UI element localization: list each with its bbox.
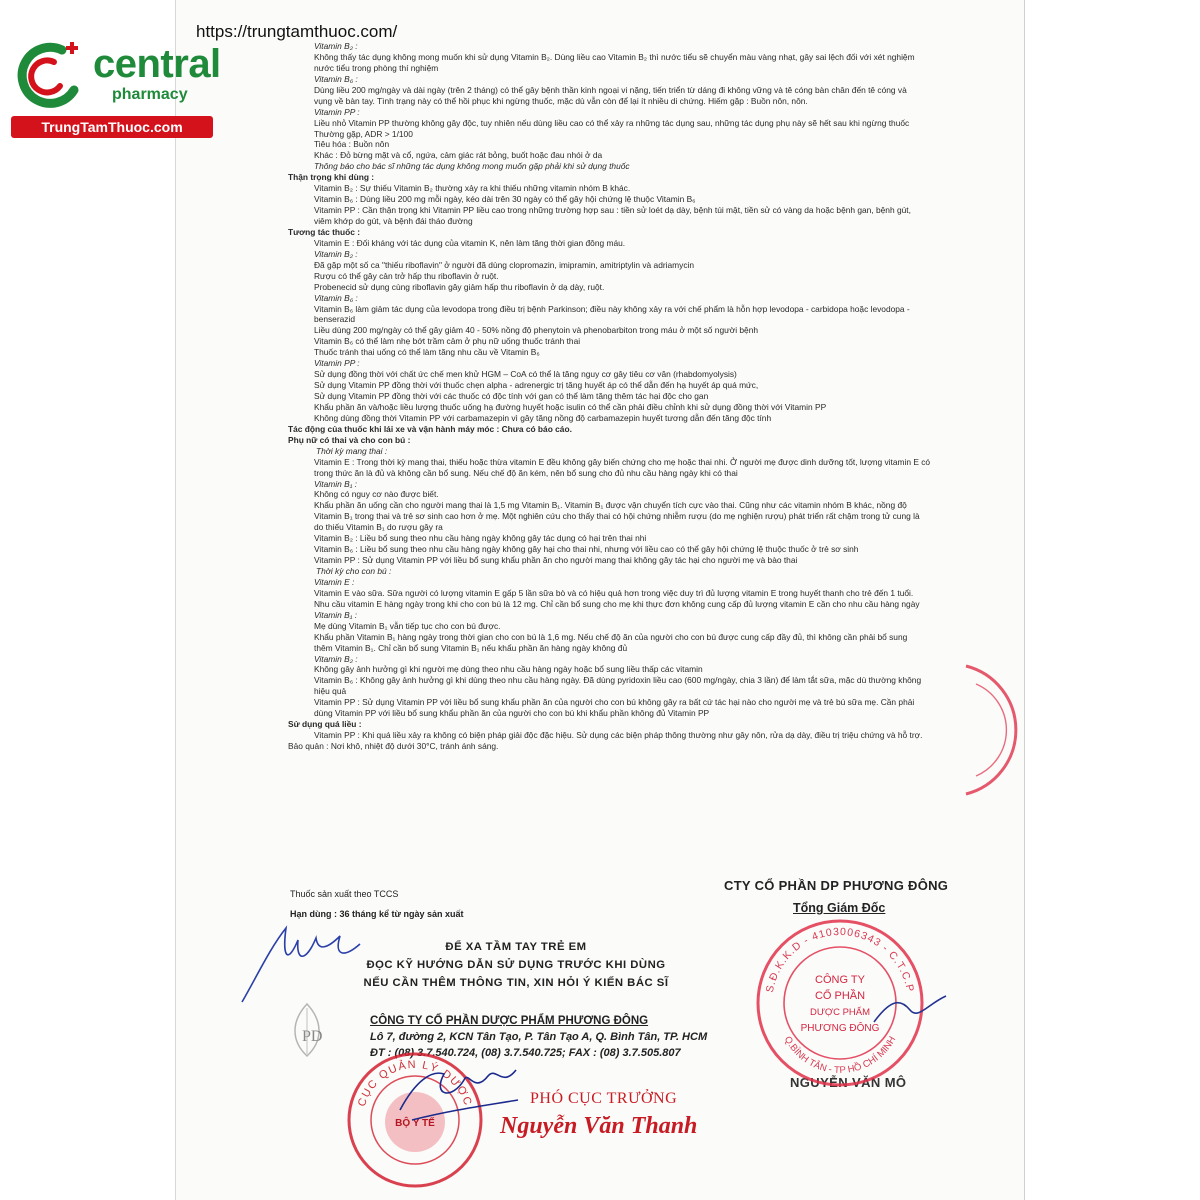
doc-line: Tiêu hóa : Buồn nôn — [314, 139, 390, 150]
company-bottom-name: CÔNG TY CỔ PHẦN DƯỢC PHẨM PHƯƠNG ĐÔNG — [370, 1015, 649, 1027]
doc-line: viêm khớp do gút, và bệnh đái tháo đường — [314, 216, 473, 226]
stamp-left-ring-text: CỤC QUẢN LÝ DƯỢC — [355, 1058, 475, 1109]
doc-line: Vitamin B₆ : — [314, 73, 358, 84]
doc-line: vụng về bàn tay. Tình trạng này có thể hồi phục khi ngừng thuốc, mặc dù vẫn còn để lại ít nhiều di chứng. Hiếm gặp : Buồn nôn, nôn. — [314, 95, 808, 106]
doc-line: Sử dụng Vitamin PP đồng thời với các thuốc có độc tính với gan có thể làm tăng thêm tác hại độc cho gan — [314, 391, 709, 401]
director-title: Tổng Giám Đốc — [793, 901, 886, 915]
doc-line: Vitamin B₆ : Không gây ảnh hưởng gì khi dùng theo nhu cầu hàng ngày. Đã dùng pyridoxin liều cao (600 mg/ngày, chia 3 lần) để làm tắt sữa, mặc dù thường không — [314, 675, 922, 686]
doc-line: Vitamin PP : Khi quá liều xảy ra không có biện pháp giải độc đặc hiệu. Sử dụng các biện pháp thông thường như gây nôn, rửa dạ dày, điều trị triệu chứng và hỗ trợ. — [314, 730, 923, 741]
doc-line: Vitamin B₂ : Sự thiếu Vitamin B₂ thường xảy ra khi thiếu những vitamin nhóm B khác. — [314, 183, 631, 194]
doc-line: Phụ nữ có thai và cho con bú : — [288, 434, 411, 445]
doc-line: Dùng liều 200 mg/ngày và dài ngày (trên 2 tháng) có thể gây bệnh thần kinh ngoại vi nặng, tiến triển từ dáng đi không vững và tê cóng bàn chân đến tê cóng và — [314, 84, 907, 95]
doc-line: Vitamin PP : — [314, 106, 360, 117]
source-url[interactable]: https://trungtamthuoc.com/ — [196, 22, 398, 41]
edge-stamp-mark — [946, 660, 1036, 800]
doc-line: Khác : Đỏ bừng mặt và cổ, ngứa, cảm giác rát bỏng, buốt hoặc đau nhói ở da — [314, 150, 603, 161]
doc-line: Sử dụng quá liều : — [288, 719, 362, 730]
doc-line: Liều nhỏ Vitamin PP thường không gây độc, tuy nhiên nếu dùng liều cao có thể xảy ra những tác dụng sau, những tác dụng phụ này sẽ hết sau khi ngừng thuốc — [314, 117, 910, 128]
doc-line: Vitamin B₆ làm giảm tác dụng của levodopa trong điều trị bệnh Parkinson; điều này không xảy ra với chế phẩm là hỗn hợp levodopa - carbidopa hoặc levodopa - — [314, 303, 910, 314]
doc-line: Mẹ dùng Vitamin B₁ vẫn tiếp tục cho con bú được. — [314, 620, 501, 631]
doc-line: Liều dùng 200 mg/ngày có thể gây giảm 40 - 50% nồng độ phenytoin và phenobarbiton trong máu ở một số người bệnh — [314, 325, 759, 336]
doc-line: Vitamin B₂ : Liều bổ sung theo nhu cầu hàng ngày không gây tác dụng có hại trên thai nhi — [314, 533, 647, 544]
doc-line: Vitamin E : — [314, 576, 355, 587]
stamp-right-ring-text: S.Đ.K.K.D - 4103006343 - C.T.C.P — [763, 925, 917, 994]
doc-line: Không thấy tác dụng không mong muốn khi sử dụng Vitamin B₂. Dùng liều cao Vitamin B₂ thì nước tiểu sẽ chuyển màu vàng nhạt, gây sai lệch đối với xét nghiệm — [314, 51, 915, 62]
doc-line: Vitamin B₁ trong thai và trẻ sơ sinh cao hơn ở mẹ. Một nghiên cứu cho thấy thai có hội chứng nhiễm rượu (do mẹ nghiện rượu) phát triển rất chậm trong tử cung là — [314, 511, 920, 522]
doc-line: Sử dụng Vitamin PP đồng thời với thuốc chẹn alpha - adrenergic trị tăng huyết áp có thể dẫn đến hạ huyết áp quá mức, — [314, 380, 759, 391]
logo-brand: central — [93, 42, 221, 86]
cross-logo-icon — [8, 38, 88, 118]
doc-line: Khẩu phần ăn và/hoặc liều lượng thuốc uống hạ đường huyết hoặc isulin có thể cần phải điều chỉnh khi sử dụng đồng thời với Vitamin PP — [314, 401, 827, 412]
doc-line: Vitamin B₂ : — [314, 248, 358, 259]
doc-line: hiệu quả — [314, 686, 347, 697]
doc-line: Tác động của thuốc khi lái xe và vận hành máy móc : Chưa có báo cáo. — [288, 423, 572, 434]
doc-line: Vitamin B₆ : — [314, 292, 358, 303]
doc-line: Đã gặp một số ca "thiếu riboflavin" ở người đã dùng clopromazin, imipramin, amitriptylin và adriamycin — [314, 259, 695, 270]
doc-line: Vitamin B₁ : — [314, 478, 357, 489]
doc-line: Tương tác thuốc : — [288, 226, 361, 237]
doc-line: dùng Vitamin PP với liều bổ sung khẩu phần ăn của người cho con bú khi khẩu phần không đủ Vitamin PP — [314, 708, 710, 719]
expiry-note: Hạn dùng : 36 tháng kể từ ngày sản xuất — [290, 909, 464, 919]
document-body — [288, 41, 996, 752]
doc-line: do thiếu Vitamin B₁ do rượu gây ra — [314, 522, 443, 533]
doc-line: Vitamin PP : — [314, 358, 360, 369]
doc-line: Vitamin B₆ : Liều bổ sung theo nhu cầu hàng ngày không gây hại cho thai nhi, nhưng với liều cao có thể gây hội chứng lệ thuộc thuốc ở trẻ sơ sinh — [314, 544, 859, 555]
warning-block — [336, 938, 696, 992]
doc-line: Thời kỳ mang thai : — [316, 445, 388, 456]
warning-line: ĐỂ XA TẦM TAY TRẺ EM — [445, 941, 587, 953]
doc-line: Không có nguy cơ nào được biết. — [314, 489, 439, 500]
doc-line: Sử dụng đồng thời với chất ức chế men khử HGM – CoA có thể là tăng nguy cơ gây tiêu cơ vân (rhabdomyolysis) — [314, 369, 737, 380]
doc-line: Rượu có thể gây cản trở hấp thu riboflavin ở ruột. — [314, 270, 499, 281]
doc-line: Bảo quản : Nơi khô, nhiệt độ dưới 30°C, tránh ánh sáng. — [288, 741, 499, 751]
doc-line: Vitamin PP : Cần thận trọng khi Vitamin PP liều cao trong những trường hợp sau : tiền sử loét dạ dày, bệnh túi mật, tiền sử có vàng da hoặc bệnh gan, bệnh gút, — [314, 205, 911, 216]
doc-line: trong thức ăn là đủ và không cần bổ sung. Nếu chế độ ăn kém, nên bổ sung cho đủ nhu cầu hàng ngày khi có thai — [314, 467, 738, 478]
doc-line: Thường gặp, ADR > 1/100 — [314, 128, 413, 139]
stamp-right-center-line: CỔ PHẦN — [814, 990, 866, 1002]
stamp-right-ring-bottom: Q.BÌNH TÂN - TP HỒ CHÍ MINH — [781, 1034, 899, 1077]
doc-line: Nhu cầu vitamin E hàng ngày trong khi cho con bú là 12 mg. Chỉ cần bổ sung cho mẹ khi thực đơn không cung cấp đủ lượng vitamin E cần cho nhu cầu hàng ngày — [314, 598, 920, 609]
company-bottom-phone: ĐT : (08) 3.7.540.724, (08) 3.7.540.725; FAX : (08) 3.7.505.807 — [370, 1047, 681, 1059]
doc-line: Không dùng đồng thời Vitamin PP với carbamazepin vì gây tăng nồng độ carbamazepin huyết tương dẫn đến tăng độc tính — [314, 412, 772, 423]
doc-line: Probenecid sử dụng cùng riboflavin gây giảm hấp thu riboflavin ở dạ dày, ruột. — [314, 281, 605, 292]
company-right-name: CTY CỔ PHẦN DP PHƯƠNG ĐÔNG — [724, 878, 949, 893]
doc-line: Vitamin B₂ : — [314, 653, 358, 664]
warning-line: NẾU CẦN THÊM THÔNG TIN, XIN HỎI Ý KIẾN BÁC SĨ — [363, 977, 669, 989]
doc-line: Vitamin E : Trong thời kỳ mang thai, thiếu hoặc thừa vitamin E đều không gây biến chứng cho mẹ hoặc thai nhi. Ở người mẹ được dinh dưỡng tốt, lượng vitamin E có — [314, 456, 931, 467]
doc-line: thêm Vitamin B₁. Chỉ cần bổ sung Vitamin B₁ nếu khẩu phần ăn hàng ngày không đủ — [314, 642, 628, 653]
stamp-right-center-line: DƯỢC PHẨM — [809, 1007, 871, 1018]
doc-line: Không gây ảnh hưởng gì khi người mẹ dùng theo nhu cầu hàng ngày hoặc bổ sung liều thấp các vitamin — [314, 664, 703, 675]
doc-line: Vitamin B₂ : — [314, 41, 358, 51]
doc-line: Vitamin E : Đối kháng với tác dụng của vitamin K, nên làm tăng thời gian đông máu. — [314, 237, 626, 248]
warning-line: ĐỌC KỸ HƯỚNG DẪN SỬ DỤNG TRƯỚC KHI DÙNG — [366, 959, 666, 971]
company-bottom-address: Lô 7, đường 2, KCN Tân Tạo, P. Tân Tạo A, Q. Bình Tân, TP. HCM — [370, 1031, 708, 1043]
doc-line: Vitamin E vào sữa. Sữa người có lượng vitamin E gấp 5 lần sữa bò và có hiệu quả hơn trong việc duy trì đủ lượng vitamin E trong huyết thanh cho trẻ đến 1 tuổi. — [314, 587, 914, 598]
stamp-right-center-line: CÔNG TY — [815, 974, 865, 986]
doc-line: Thời kỳ cho con bú : — [316, 566, 392, 576]
doc-line: Vitamin B₆ có thể làm nhẹ bớt trầm cảm ở phụ nữ uống thuốc tránh thai — [314, 336, 581, 347]
doc-line: Vitamin B₆ : Dùng liều 200 mg mỗi ngày, kéo dài trên 30 ngày có thể gây hội chứng lệ thuộc Vitamin B₆ — [314, 194, 696, 205]
vice-director-name: Nguyễn Văn Thanh — [500, 1113, 698, 1139]
doc-line: Khẩu phần ăn uống cần cho người mang thai là 1,5 mg Vitamin B₁. Vitamin B₁ được vận chuyển tích cực vào thai. Cũng như các vitamin nhóm B khác, nồng độ — [314, 500, 907, 511]
tccs-note: Thuốc sản xuất theo TCCS — [290, 889, 399, 899]
signature-right — [870, 990, 950, 1030]
doc-line: Vitamin PP : Sử dụng Vitamin PP với liều bổ sung khẩu phần ăn cho người mang thai không gây tác hại cho người mẹ và bào thai — [314, 555, 798, 566]
central-pharmacy-logo[interactable] — [8, 38, 221, 138]
vice-director-title: PHÓ CỤC TRƯỞNG — [530, 1090, 678, 1107]
pd-mark-text: PD — [302, 1028, 323, 1045]
stamp-left-center-text: BỘ Y TẾ — [395, 1118, 435, 1129]
logo-banner: TrungTamThuoc.com — [11, 116, 213, 138]
doc-line: Vitamin B₁ : — [314, 609, 357, 620]
doc-line: Thận trọng khi dùng : — [288, 172, 375, 183]
doc-line: nước tiểu trong phòng thí nghiệm — [314, 62, 439, 73]
doc-line: Thuốc tránh thai uống có thể làm tăng nhu cầu về Vitamin B₆ — [314, 347, 540, 358]
director-name: NGUYỄN VĂN MÔ — [790, 1075, 907, 1090]
stamp-right-center-line: PHƯƠNG ĐÔNG — [800, 1023, 880, 1034]
logo-sub: pharmacy — [112, 86, 188, 103]
signature-left-upper — [236, 918, 366, 1008]
doc-line: Thông báo cho bác sĩ những tác dụng không mong muốn gặp phải khi sử dụng thuốc — [314, 161, 630, 172]
doc-line: benserazid — [314, 314, 355, 325]
doc-line: Vitamin PP : Sử dụng Vitamin PP với liều bổ sung khẩu phần ăn của người cho con bú không gây ra bất cứ tác hại nào cho người mẹ và trẻ bú sữa mẹ. Cần phải — [314, 697, 915, 708]
doc-line: Khẩu phần Vitamin B₁ hàng ngày trong thời gian cho con bú là 1,6 mg. Nếu chế độ ăn của người cho con bú được cung cấp đầy đủ, thì không cần phải bổ sung — [314, 631, 908, 642]
